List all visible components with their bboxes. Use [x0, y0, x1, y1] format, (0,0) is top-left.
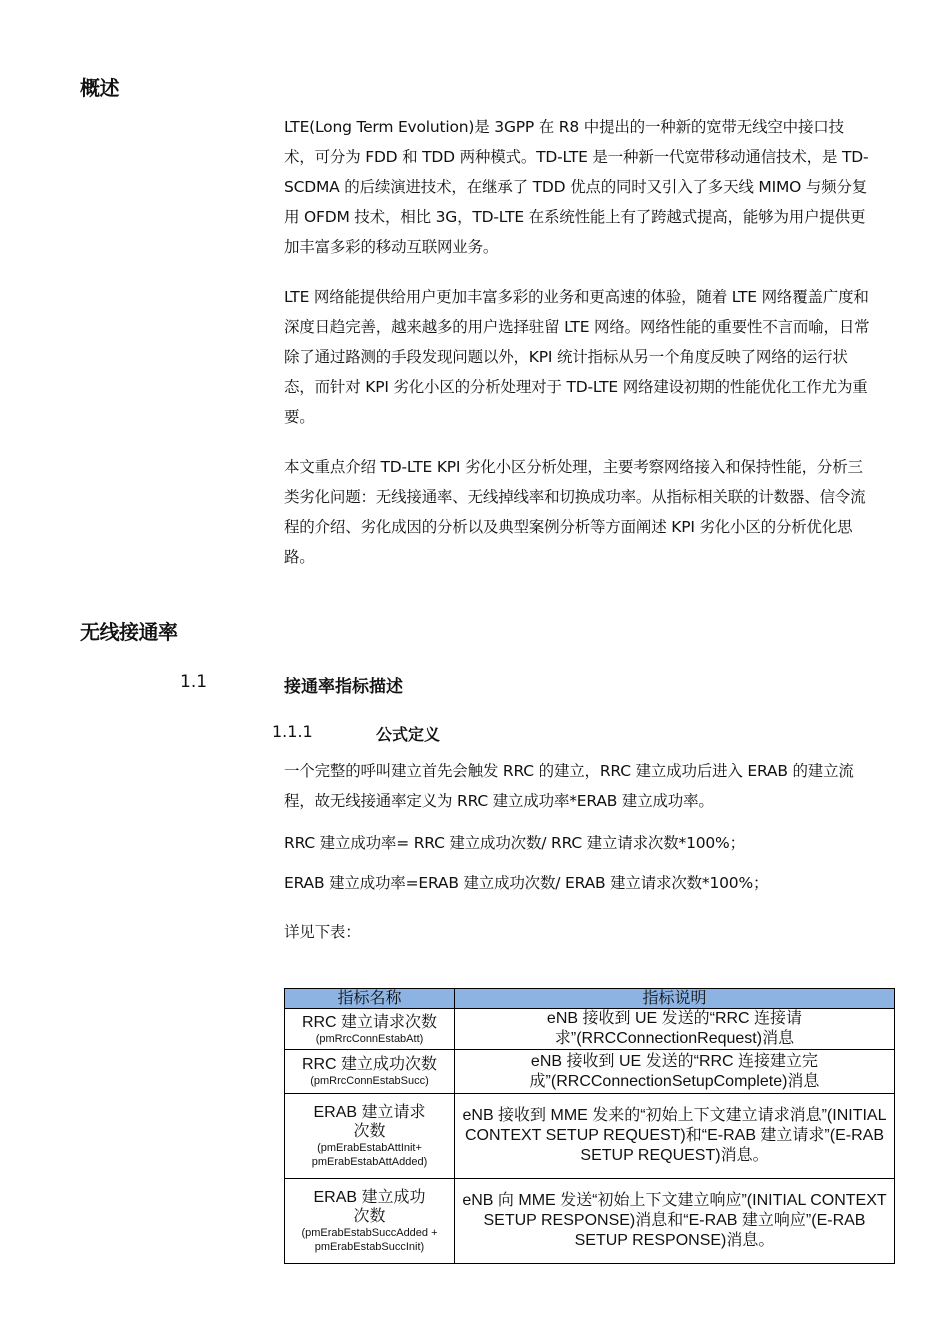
counter-name: (pmErabEstabSuccAdded + pmErabEstabSuccInit)	[301, 1227, 438, 1253]
indicator-description-cell	[455, 1009, 895, 1050]
indicator-description: eNB 接收到 MME 发来的“初始上下文建立请求消息”(INITIAL CONTEXT SETUP REQUEST)和“E-RAB 建立请求”(E-RAB SETUP REQUEST)消息。	[462, 1107, 887, 1164]
table-header-row	[285, 989, 895, 1009]
table-row	[285, 1179, 895, 1264]
indicator-description-cell	[455, 1050, 895, 1094]
erab-formula: ERAB 建立成功率=ERAB 建立成功次数/ ERAB 建立请求次数*100%；	[284, 874, 769, 892]
indicator-description-cell	[455, 1179, 895, 1264]
section-number-1-1-1: 1.1.1	[272, 722, 313, 741]
indicator-name-cell	[285, 1050, 455, 1094]
overview-paragraph-1: LTE(Long Term Evolution)是 3GPP 在 R8 中提出的一种新的宽带无线空中接口技术，可分为 FDD 和 TDD 两种模式。TD-LTE 是一种新一代宽带移动通信技术，是 TD-SCDMA 的后续演进技术，在继承了 TDD 优点的同时又引入了多天线 MIMO 与频分复用 OFDM 技术，相比 3G，TD-LTE 在系统性能上有了跨越式提高，能够为用户提供更加丰富多彩的移动互联网业务。	[284, 118, 869, 256]
section-number-1-1: 1.1	[180, 672, 208, 692]
header-indicator-description: 指标说明	[455, 989, 895, 1009]
overview-paragraph-3: 本文重点介绍 TD-LTE KPI 劣化小区分析处理，主要考察网络接入和保持性能，分析三类劣化问题：无线接通率、无线掉线率和切换成功率。从指标相关联的计数器、信令流程的介绍、劣化成因的分析以及典型案例分析等方面阐述 KPI 劣化小区的分析优化思路。	[284, 458, 866, 566]
kpi-definition-table	[284, 988, 895, 1264]
see-table-note: 详见下表：	[284, 923, 361, 941]
indicator-name: ERAB 建立请求次数	[313, 1104, 426, 1140]
indicator-name: RRC 建立请求次数	[301, 1013, 438, 1031]
access-rate-heading: 无线接通率	[80, 620, 178, 644]
indicator-description: eNB 接收到 UE 发送的“RRC 连接建立完成”(RRCConnectionSetupComplete)消息	[529, 1052, 820, 1090]
counter-name: (pmErabEstabAttInit+ pmErabEstabAttAdded)	[311, 1142, 428, 1168]
table-row	[285, 1009, 895, 1050]
section-title-1-1-1: 公式定义	[376, 725, 441, 744]
indicator-name-cell	[285, 1179, 455, 1264]
header-indicator-name: 指标名称	[285, 989, 455, 1009]
rrc-formula: RRC 建立成功率= RRC 建立成功次数/ RRC 建立请求次数*100%；	[284, 834, 745, 852]
table-row	[285, 1050, 895, 1094]
counter-name: (pmRrcConnEstabAtt)	[315, 1032, 424, 1045]
indicator-name: ERAB 建立成功次数	[313, 1189, 426, 1225]
indicator-description: eNB 接收到 UE 发送的“RRC 连接请求”(RRCConnectionRequest)消息	[546, 1010, 803, 1047]
counter-name: (pmRrcConnEstabSucc)	[310, 1075, 429, 1087]
indicator-name: RRC 建立成功次数	[301, 1056, 438, 1073]
indicator-name-cell	[285, 1009, 455, 1050]
overview-paragraph-2: LTE 网络能提供给用户更加丰富多彩的业务和更高速的体验，随着 LTE 网络覆盖广度和深度日趋完善，越来越多的用户选择驻留 LTE 网络。网络性能的重要性不言而喻，日常除了通过路测的手段发现问题以外，KPI 统计指标从另一个角度反映了网络的运行状态，而针对 KPI 劣化小区的分析处理对于 TD-LTE 网络建设初期的性能优化工作尤为重要。	[284, 288, 870, 426]
indicator-description: eNB 向 MME 发送“初始上下文建立响应”(INITIAL CONTEXT SETUP RESPONSE)消息和“E-RAB 建立响应”(E-RAB SETUP RESPONSE)消息。	[462, 1192, 887, 1249]
indicator-name-cell	[285, 1094, 455, 1179]
section-title-1-1: 接通率指标描述	[284, 677, 403, 697]
indicator-description-cell	[455, 1094, 895, 1179]
overview-heading: 概述	[80, 76, 119, 100]
table-row	[285, 1094, 895, 1179]
formula-intro: 一个完整的呼叫建立首先会触发 RRC 的建立，RRC 建立成功后进入 ERAB 的建立流程，故无线接通率定义为 RRC 建立成功率*ERAB 建立成功率。	[284, 762, 854, 810]
